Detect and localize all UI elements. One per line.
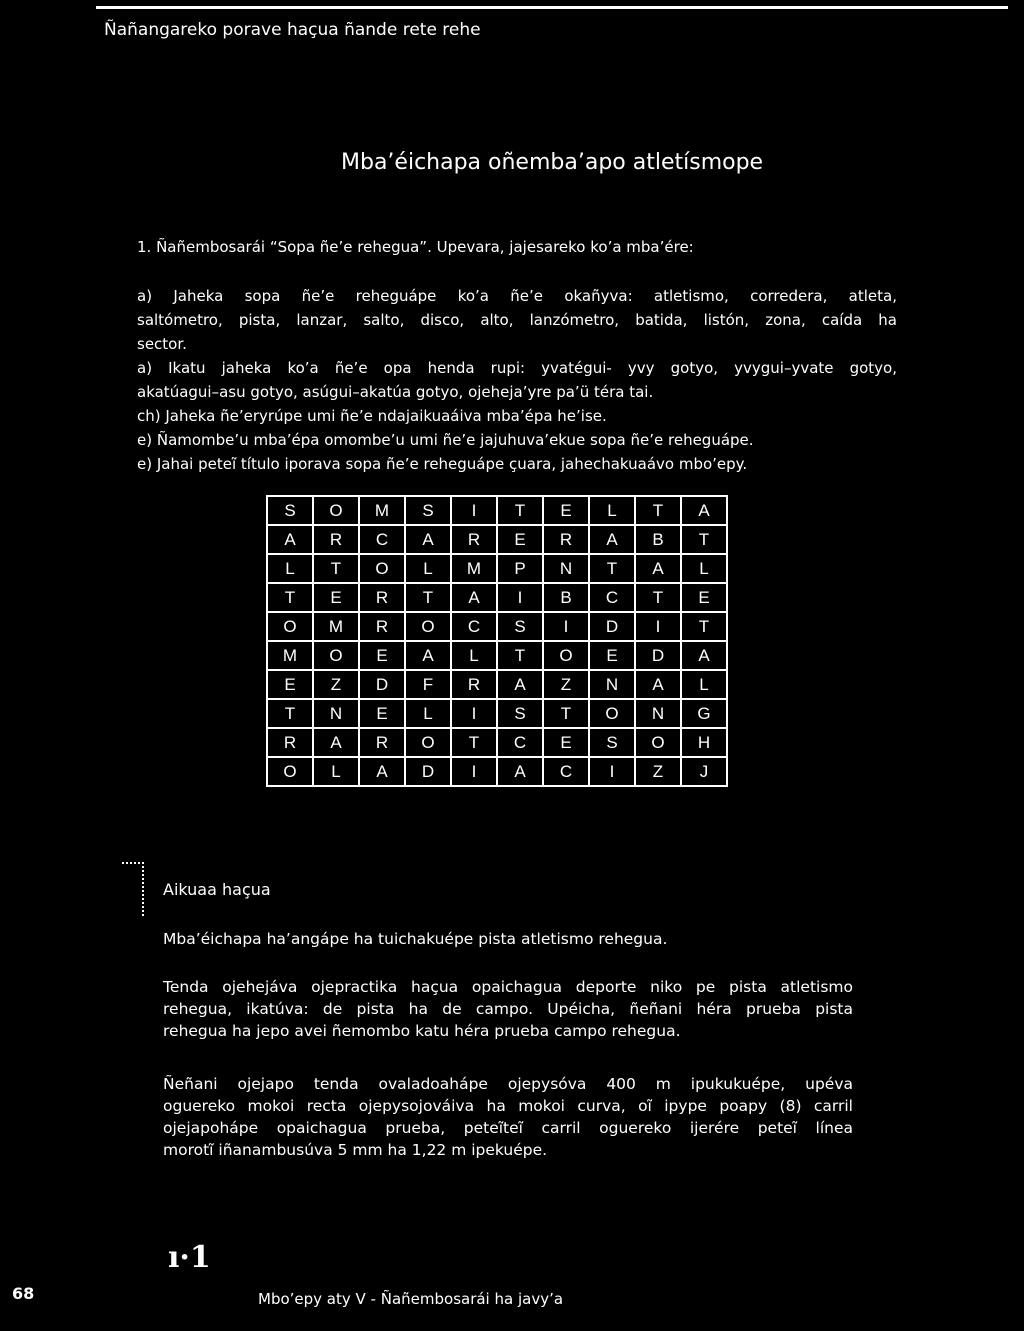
grid-cell: R xyxy=(267,728,313,757)
grid-cell: Z xyxy=(635,757,681,786)
exercise-e2: e) Jahai peteĩ título iporava sopa ñe’e reheguápe çuara, jahechakuaávo mbo’epy. xyxy=(137,455,748,473)
grid-cell: O xyxy=(267,612,313,641)
grid-cell: L xyxy=(681,554,727,583)
grid-cell: T xyxy=(635,496,681,525)
grid-cell: L xyxy=(267,554,313,583)
grid-cell: N xyxy=(313,699,359,728)
grid-cell: I xyxy=(589,757,635,786)
grid-cell: A xyxy=(359,757,405,786)
grid-cell: L xyxy=(681,670,727,699)
grid-cell: G xyxy=(681,699,727,728)
grid-cell: T xyxy=(681,612,727,641)
grid-cell: O xyxy=(313,496,359,525)
grid-cell: O xyxy=(267,757,313,786)
grid-cell: J xyxy=(681,757,727,786)
grid-cell: O xyxy=(313,641,359,670)
grid-cell: S xyxy=(405,496,451,525)
grid-row xyxy=(267,757,727,786)
grid-cell: A xyxy=(497,757,543,786)
grid-cell: E xyxy=(313,583,359,612)
grid-cell: M xyxy=(451,554,497,583)
grid-cell: A xyxy=(681,496,727,525)
grid-cell: E xyxy=(681,583,727,612)
page-number: 68 xyxy=(12,1284,35,1303)
grid-cell: L xyxy=(589,496,635,525)
grid-cell: I xyxy=(451,496,497,525)
info-box-marker xyxy=(122,862,144,916)
grid-cell: D xyxy=(359,670,405,699)
grid-cell: D xyxy=(405,757,451,786)
grid-cell: B xyxy=(543,583,589,612)
grid-cell: C xyxy=(543,757,589,786)
grid-cell: O xyxy=(405,612,451,641)
running-head: Ñañangareko porave haçua ñande rete rehe xyxy=(104,20,481,40)
grid-cell: A xyxy=(635,554,681,583)
grid-cell: E xyxy=(589,641,635,670)
grid-cell: A xyxy=(451,583,497,612)
top-rule xyxy=(96,6,1008,9)
grid-cell: L xyxy=(313,757,359,786)
grid-cell: N xyxy=(543,554,589,583)
grid-cell: D xyxy=(589,612,635,641)
grid-cell: M xyxy=(267,641,313,670)
grid-cell: S xyxy=(589,728,635,757)
grid-cell: E xyxy=(497,525,543,554)
grid-cell: E xyxy=(359,641,405,670)
grid-cell: M xyxy=(359,496,405,525)
grid-row xyxy=(267,670,727,699)
exercise-a1-line1: a) Jaheka sopa ñe’e reheguápe ko’a ñe’e okañyva: atletismo, corredera, atleta, xyxy=(137,287,897,305)
footer-text: Mbo’epy aty V - Ñañembosarái ha javy’a xyxy=(258,1290,564,1308)
grid-cell: F xyxy=(405,670,451,699)
grid-cell: T xyxy=(543,699,589,728)
exercise-a2-line2: akatúagui–asu gotyo, asúgui–akatúa gotyo, ojeheja’yre pa’ü téra tai. xyxy=(137,383,654,401)
grid-row xyxy=(267,496,727,525)
exercise-e1: e) Ñamombe’u mba’épa omombe’u umi ñe’e jajuhuva’ekue sopa ñe’e reheguápe. xyxy=(137,431,754,449)
grid-row xyxy=(267,641,727,670)
grid-cell: R xyxy=(359,583,405,612)
grid-cell: O xyxy=(359,554,405,583)
info-box-p3-line3: ojejapohápe opaichagua prueba, peteĩteĩ carril oguereko ijerére peteĩ línea xyxy=(163,1119,853,1137)
grid-cell: O xyxy=(543,641,589,670)
grid-cell: O xyxy=(635,728,681,757)
grid-cell: L xyxy=(405,554,451,583)
grid-cell: T xyxy=(497,641,543,670)
grid-cell: A xyxy=(589,525,635,554)
grid-cell: R xyxy=(313,525,359,554)
grid-cell: T xyxy=(635,583,681,612)
info-box-p2-line1: Tenda ojehejáva ojepractika haçua opaichagua deporte niko pe pista atletismo xyxy=(163,978,853,996)
grid-cell: R xyxy=(359,612,405,641)
grid-cell: A xyxy=(635,670,681,699)
grid-cell: A xyxy=(405,525,451,554)
grid-cell: Z xyxy=(543,670,589,699)
grid-cell: C xyxy=(589,583,635,612)
grid-cell: L xyxy=(405,699,451,728)
page-mark: ı·1 xyxy=(168,1240,211,1275)
grid-cell: I xyxy=(543,612,589,641)
grid-cell: I xyxy=(451,757,497,786)
grid-row xyxy=(267,583,727,612)
grid-row xyxy=(267,728,727,757)
grid-cell: T xyxy=(681,525,727,554)
page-title: Mba’éichapa oñemba’apo atletísmope xyxy=(341,150,764,175)
grid-cell: N xyxy=(635,699,681,728)
grid-cell: D xyxy=(635,641,681,670)
grid-cell: R xyxy=(543,525,589,554)
grid-cell: T xyxy=(589,554,635,583)
grid-cell: S xyxy=(497,699,543,728)
grid-cell: R xyxy=(451,525,497,554)
grid-cell: A xyxy=(497,670,543,699)
grid-cell: Z xyxy=(313,670,359,699)
info-box-p1: Mba’éichapa ha’angápe ha tuichakuépe pista atletismo rehegua. xyxy=(163,930,668,948)
info-box-p3-line2: oguereko mokoi recta ojepysojováiva ha mokoi curva, oĩ ipype poapy (8) carril xyxy=(163,1097,853,1115)
grid-cell: E xyxy=(543,728,589,757)
grid-cell: E xyxy=(543,496,589,525)
grid-cell: C xyxy=(451,612,497,641)
grid-cell: A xyxy=(405,641,451,670)
grid-row xyxy=(267,525,727,554)
grid-row xyxy=(267,612,727,641)
word-search-table xyxy=(266,495,728,787)
exercise-a1-line2: saltómetro, pista, lanzar, salto, disco, alto, lanzómetro, batida, listón, zona, caída ha xyxy=(137,311,897,329)
grid-cell: M xyxy=(313,612,359,641)
grid-cell: A xyxy=(267,525,313,554)
grid-cell: O xyxy=(589,699,635,728)
word-search-grid xyxy=(266,495,728,787)
grid-cell: E xyxy=(359,699,405,728)
grid-cell: I xyxy=(635,612,681,641)
grid-cell: C xyxy=(359,525,405,554)
info-box-p3-line1: Ñeñani ojejapo tenda ovaladoahápe ojepysóva 400 m ipukukuépe, upéva xyxy=(163,1075,853,1093)
exercise-instruction: 1. Ñañembosarái “Sopa ñe’e rehegua”. Upevara, jajesareko ko’a mba’ére: xyxy=(137,238,694,256)
grid-cell: E xyxy=(267,670,313,699)
grid-cell: H xyxy=(681,728,727,757)
info-box-p2-line3: rehegua ha jepo avei ñemombo katu héra prueba campo rehegua. xyxy=(163,1022,681,1040)
grid-cell: N xyxy=(589,670,635,699)
grid-cell: T xyxy=(451,728,497,757)
grid-cell: L xyxy=(451,641,497,670)
grid-cell: S xyxy=(267,496,313,525)
grid-cell: I xyxy=(451,699,497,728)
info-box-heading: Aikuaa haçua xyxy=(163,880,271,899)
grid-cell: S xyxy=(497,612,543,641)
info-box-p3-line4: morotĩ iñanambusúva 5 mm ha 1,22 m ipekuépe. xyxy=(163,1141,548,1159)
grid-cell: R xyxy=(359,728,405,757)
grid-cell: R xyxy=(451,670,497,699)
grid-cell: T xyxy=(267,583,313,612)
grid-cell: T xyxy=(313,554,359,583)
exercise-a2-line1: a) Ikatu jaheka ko’a ñe’e opa henda rupi: yvatégui- yvy gotyo, yvygui–yvate gotyo, xyxy=(137,359,897,377)
grid-cell: A xyxy=(681,641,727,670)
grid-row xyxy=(267,699,727,728)
grid-cell: A xyxy=(313,728,359,757)
grid-cell: P xyxy=(497,554,543,583)
info-box-p2-line2: rehegua, ikatúva: de pista ha de campo. Upéicha, ñeñani héra prueba pista xyxy=(163,1000,853,1018)
exercise-ch: ch) Jaheka ñe’eryrúpe umi ñe’e ndajaikuaáiva mba’épa he’ise. xyxy=(137,407,607,425)
grid-cell: B xyxy=(635,525,681,554)
grid-row xyxy=(267,554,727,583)
grid-cell: T xyxy=(267,699,313,728)
exercise-a1-line3: sector. xyxy=(137,335,187,353)
grid-cell: O xyxy=(405,728,451,757)
grid-cell: T xyxy=(497,496,543,525)
grid-cell: I xyxy=(497,583,543,612)
grid-cell: C xyxy=(497,728,543,757)
grid-cell: T xyxy=(405,583,451,612)
